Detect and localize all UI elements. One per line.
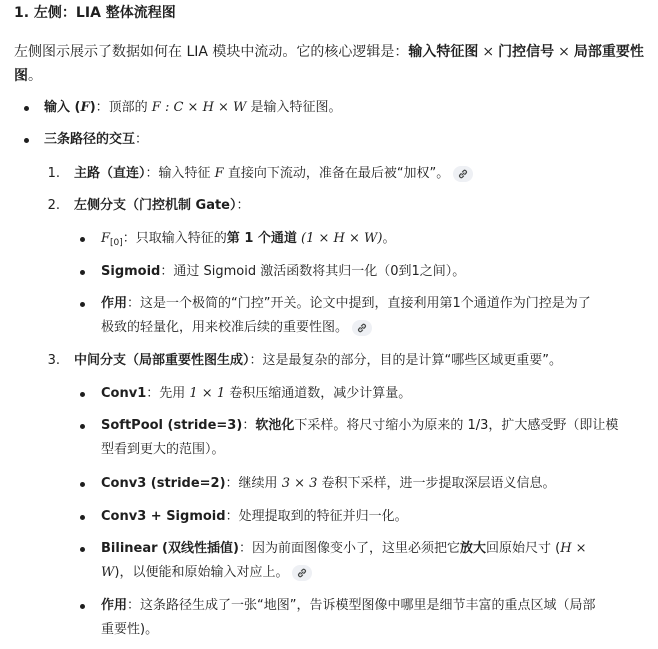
times-symbol: × [558,44,570,60]
intro-bold-3: 局部重要性图 [14,44,644,84]
item-text: ：继续用 [225,476,282,491]
var-f: F [101,231,111,246]
item-bold: 三条路径的交互 [44,132,136,147]
item-bold: SoftPool (stride=3) [101,418,243,433]
item-bold: ) [89,100,96,115]
list-item-bilinear [101,537,646,585]
list-item-paths [44,128,148,152]
formula: H × [560,541,587,556]
item-text: 是输入特征图。 [246,100,342,115]
item-text: 卷积下采样，进一步提取深层语义信息。 [317,476,556,491]
item-bold: Conv1 [101,386,147,401]
item-text: ： [236,198,250,213]
bullet-dot [80,392,85,397]
list-item-main-path [74,162,473,186]
intro-paragraph [14,40,646,88]
bullet-dot [80,302,85,307]
intro-text: 左侧图示展示了数据如何在 LIA 模块中流动。它的核心逻辑是： [14,44,409,60]
item-text: ：顶部的 [95,100,152,115]
item-text: ： [242,418,256,433]
link-icon[interactable] [453,166,473,182]
item-text: ：这是一个极简的“门控”开关。论文中提到，直接利用第1个通道作为门控是为了 [127,296,591,311]
list-item-middle-role [101,594,646,642]
list-item-conv3 [101,472,556,496]
item-text: )，以便能和原始输入对应上。 [114,565,289,580]
list-item-conv1 [101,382,411,406]
formula: 3 × 3 [281,476,318,491]
formula: W [101,565,115,580]
subscript-index: [0] [110,238,123,248]
item-text: 重要性)。 [101,622,159,637]
item-bold: 放大 [459,541,486,556]
item-text: 。 [382,231,396,246]
list-item-f0 [101,227,396,255]
times-symbol: × [482,44,495,60]
item-bold: 左侧分支（门控机制 Gate） [74,198,237,213]
item-text: 回原始尺寸 ( [485,541,561,556]
item-bold: 作用 [101,296,128,311]
item-text: 下采样。将尺寸缩小为原来的 1/3，扩大感受野（即让模 [294,418,619,433]
item-text: ：先用 [146,386,190,401]
list-number: 3. [47,353,60,368]
item-text: ：这是最复杂的部分，目的是计算“哪些区域更重要”。 [249,353,562,368]
list-item-gate-role [101,292,646,340]
link-icon[interactable] [352,320,372,336]
formula: (1 × H × W) [301,231,383,246]
list-item-left-branch [74,194,250,218]
item-bold: 第 1 个通道 [226,231,297,246]
item-text: 卷积压缩通道数，减少计算量。 [225,386,412,401]
list-number: 1. [47,166,60,181]
bullet-dot [80,237,85,242]
item-bold: 中间分支（局部重要性图生成） [74,353,250,368]
item-text: ：这条路径生成了一张“地图”，告诉模型图像中哪里是细节丰富的重点区域（局部 [127,598,596,613]
item-text: ：输入特征 [145,166,215,181]
intro-bold-2: 门控信号 [498,44,555,60]
var-f: F [214,166,224,181]
bullet-dot [80,424,85,429]
var-f: F [80,100,90,115]
bullet-dot [80,515,85,520]
item-text: ： [135,132,149,147]
item-bold: 输入 ( [44,100,81,115]
formula: F : C × H × W [151,100,247,115]
item-bold: Conv3 + Sigmoid [101,509,226,524]
list-item-conv3-sigmoid [101,505,408,529]
item-text: 型看到更大的范围）。 [101,442,225,457]
bullet-dot [24,138,29,143]
item-text: ：只取输入特征的 [122,231,227,246]
intro-bold-1: 输入特征图 [408,44,479,60]
list-item-softpool [101,414,646,462]
item-text: ：处理提取到的特征并归一化。 [225,509,408,524]
list-item-sigmoid [101,260,465,284]
bullet-dot [80,482,85,487]
link-icon[interactable] [292,565,312,581]
item-bold: Sigmoid [101,264,161,279]
item-bold: Bilinear (双线性插值) [101,541,239,556]
item-text: ：因为前面图像变小了，这里必须把它 [238,541,460,556]
bullet-dot [80,270,85,275]
bullet-dot [80,547,85,552]
section-heading: 1. 左侧：LIA 整体流程图 [14,5,176,21]
list-item-input [44,96,342,120]
formula: 1 × 1 [189,386,226,401]
list-number: 2. [47,198,60,213]
item-bold: 软池化 [255,418,295,433]
intro-end: 。 [28,68,42,84]
bullet-dot [80,604,85,609]
list-item-middle-branch [74,349,562,373]
item-text: ：通过 Sigmoid 激活函数将其归一化（0到1之间）。 [160,264,466,279]
bullet-dot [24,106,29,111]
item-bold: 主路（直连） [74,166,146,181]
item-text: 极致的轻量化，用来校准后续的重要性图。 [101,320,349,335]
item-text: 直接向下流动，准备在最后被“加权”。 [223,166,450,181]
item-bold: 作用 [101,598,128,613]
item-bold: Conv3 (stride=2) [101,476,226,491]
